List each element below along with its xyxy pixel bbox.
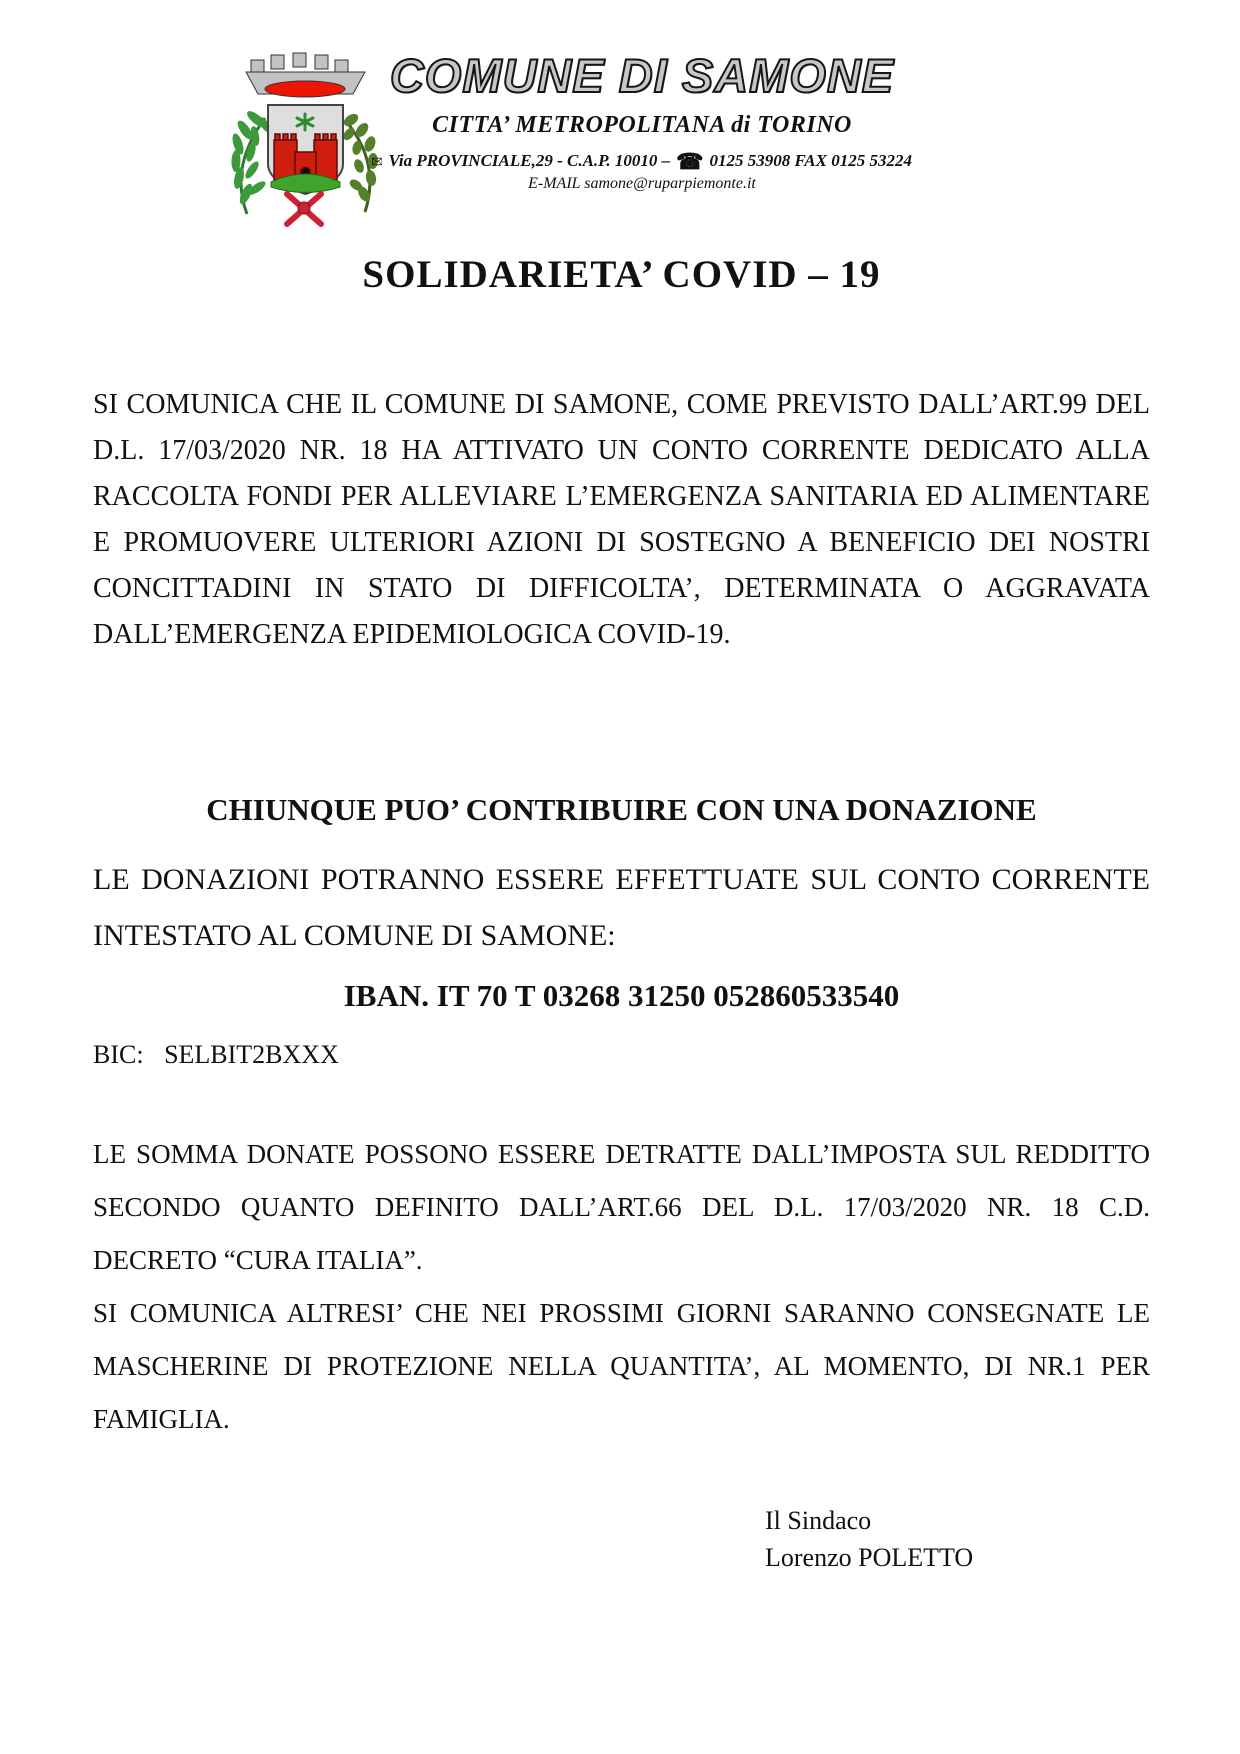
- mural-crown-icon: [246, 53, 365, 97]
- phone-fax-text: 0125 53908 FAX 0125 53224: [709, 151, 912, 171]
- phone-icon: ☎: [676, 148, 704, 174]
- tax-paragraph: LE SOMMA DONATE POSSONO ESSERE DETRATTE DALL’IMPOSTA SUL REDDITTO SECONDO QUANTO DEFINITO DALL’ART.66 DEL D.L. 17/03/2020 NR. 18 C.D. DECRETO “CURA ITALIA”.: [93, 1139, 1150, 1275]
- coat-of-arms-icon: [213, 42, 398, 237]
- bic-line: [93, 1040, 1150, 1070]
- address-text: Via PROVINCIALE,29 - C.A.P. 10010 –: [388, 151, 671, 171]
- donation-heading: CHIUNQUE PUO’ CONTRIBUIRE CON UNA DONAZIONE: [206, 792, 1037, 827]
- iban-line: IBAN. IT 70 T 03268 31250 052860533540: [343, 978, 900, 1013]
- envelope-icon: [372, 153, 382, 170]
- donation-paragraph: LE DONAZIONI POTRANNO ESSERE EFFETTUATE SUL CONTO CORRENTE INTESTATO AL COMUNE DI SAMONE:: [93, 863, 1150, 952]
- intro-paragraph: SI COMUNICA CHE IL COMUNE DI SAMONE, COME PREVISTO DALL’ART.99 DEL D.L. 17/03/2020 NR. 18 HA ATTIVATO UN CONTO CORRENTE DEDICATO ALLA RACCOLTA FONDI PER ALLEVIARE L’EMERGENZA SANITARIA ED ALIMENTARE E PROMUOVERE ULTERIORI AZIONI DI SOSTEGNO A BENEFICIO DEI NOSTRI CONCITTADINI IN STATO DI DIFFICOLTA’, DETERMINATA O AGGRAVATA DALL’EMERGENZA EPIDEMIOLOGICA COVID-19.: [93, 389, 1150, 650]
- address-line: [372, 148, 912, 174]
- bic-value: SELBIT2BXXX: [164, 1040, 339, 1069]
- signature-name: Lorenzo POLETTO: [765, 1543, 974, 1572]
- signature-role: Il Sindaco: [765, 1506, 872, 1535]
- org-name: COMUNE DI SAMONE: [389, 49, 895, 102]
- ribbon-icon: [287, 194, 321, 224]
- email-line: E-MAIL samone@ruparpiemonte.it: [528, 175, 756, 193]
- masks-paragraph: SI COMUNICA ALTRESI’ CHE NEI PROSSIMI GIORNI SARANNO CONSEGNATE LE MASCHERINE DI PROTEZIONE NELLA QUANTITA’, AL MOMENTO, DI NR.1 PER FAMIGLIA.: [93, 1298, 1150, 1434]
- signature-block: [765, 1502, 973, 1576]
- document-title: SOLIDARIETA’ COVID – 19: [362, 253, 881, 296]
- org-subtitle: CITTA’ METROPOLITANA di TORINO: [432, 112, 852, 139]
- shield-icon: [268, 105, 343, 194]
- letterhead: [372, 48, 912, 193]
- lower-paragraphs: [93, 1128, 1150, 1446]
- bic-label: BIC:: [93, 1040, 144, 1069]
